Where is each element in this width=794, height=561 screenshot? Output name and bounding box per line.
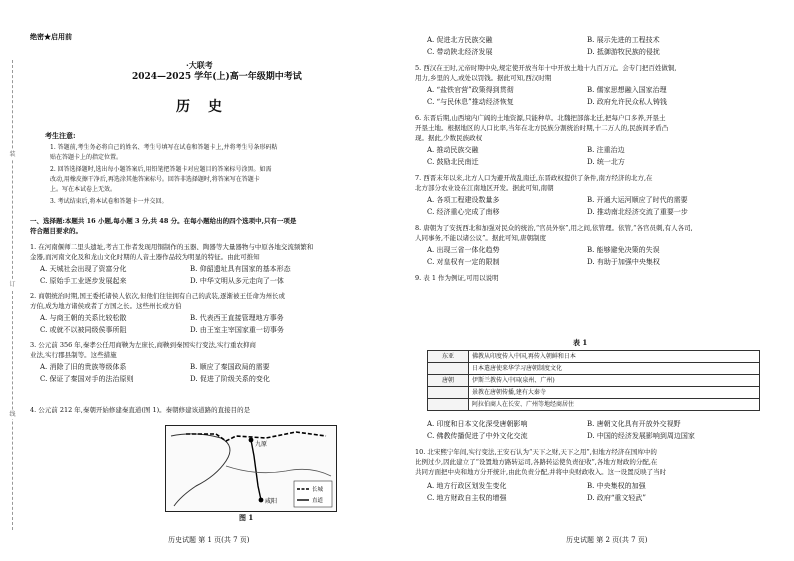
option: C. 带动陕北经济发展: [427, 48, 493, 56]
option: C. 佛教传播促进了中外文化交流: [427, 432, 528, 440]
option: B. 展示先进的工程技术: [587, 36, 660, 44]
option: C. “与民休息”推动经济恢复: [427, 98, 514, 106]
page-footer: 历史试题 第 1 页(共 7 页): [168, 536, 250, 544]
table-cell: 伊斯兰教传入中国(泉州、广州): [469, 375, 760, 387]
question-6: 6. 东晋后期,山西境内广阔的土地资源,只能种草。北魏把部落北迁,把每户口多养,开垦土: [415, 114, 666, 122]
option: B. 顺应了秦国政局的需要: [190, 363, 270, 371]
subject-title: 历史: [176, 99, 240, 115]
table-key: [428, 363, 469, 375]
table-row: [428, 351, 760, 363]
legend-wall-label: 长城: [312, 487, 324, 493]
binding-glyph: 装: [9, 151, 16, 158]
option: D. 政府允许民众私人铸钱: [587, 98, 667, 106]
section-heading: 符合题目要求的。: [30, 227, 82, 235]
table-key: 东亚: [428, 351, 469, 363]
option: D. 抵御游牧民族的侵扰: [587, 48, 660, 56]
notice-line: 贴在答题卡上的指定位置。: [50, 154, 123, 161]
secret-label: 绝密★启用前: [30, 32, 72, 41]
option: D. 推动南北经济交流了重要一步: [587, 208, 688, 216]
qin-straight-road-map: [165, 425, 337, 512]
question-8: 8. 唐朝为了安抚西北和加强对民众的统治,“官员外察”,用之间,依管理。依管,“各官员刺,有人各司,: [415, 224, 693, 232]
table-row: [428, 387, 760, 399]
notice-line: 改动,用橡皮擦干净后,再选涂其他答案标号。回答非选择题时,将答案写在答题卡: [50, 176, 260, 183]
table-cell: 景教在唐朝传播,建有大秦寺: [469, 387, 760, 399]
question-2: 2. 商朝统治时期,国王委托诸侯人依次,但他们往往拥有自己的武装,逐渐被王任命为州长或: [30, 292, 285, 300]
option: A. “盐铁官营”政策得到贯彻: [427, 86, 514, 94]
table-1: [427, 350, 760, 411]
notice-line: 2. 回答选择题时,选出每小题答案后,用铅笔把答题卡对应题目的答案标号涂黑。如需: [50, 166, 272, 173]
table-cell: 佛教从印度传入中国,再传入朝鲜和日本: [469, 351, 760, 363]
option: A. 促进北方民族交融: [427, 36, 493, 44]
question-3: 业法,实行郡县制等。这些措施: [30, 351, 117, 359]
table-caption: 表 1: [573, 338, 588, 347]
option: D. 由王室主宰国家重一切事务: [190, 326, 284, 334]
table-cell: 日本遣唐使来华学习唐朝制度文化: [469, 363, 760, 375]
option: B. 能够避免决策的失误: [587, 246, 660, 254]
option: A. 推动民族交融: [427, 146, 479, 154]
question-7: 北方部分农业设在江南地区开发。据此可知,南朝: [415, 184, 554, 192]
option: A. 地方行政区划发生变化: [427, 482, 507, 490]
question-5: 5. 西汉在王时,元帝时期中央,规定使开放当年十中开放土地十九百万元。会专门把百姓做铜,: [415, 64, 677, 72]
jiuyuan-marker: [249, 438, 254, 443]
option: A. 与商王朝的关系比较松散: [40, 314, 127, 322]
option: C. 对皇权有一定的限制: [427, 258, 500, 266]
question-8: 人同事务,不能以诸公议”。据此可知,唐朝制度: [415, 234, 546, 242]
option: B. 开通大运河顺应了时代的需要: [587, 196, 688, 204]
question-6: 开垦土地。根据地区的人口比率,当年在北方民族分割统治时期,十二万人的,民族间矛盾凸: [415, 124, 669, 132]
map-label-jiuyuan: 九原: [255, 441, 268, 448]
great-wall-line: [186, 432, 326, 441]
question-6: 现。据此,少数民族政权: [415, 134, 483, 142]
option: D. 促进了阶级关系的变化: [190, 375, 270, 383]
option: C. 经济重心完成了南移: [427, 208, 500, 216]
option: C. 或就不以被同级侯事所阻: [40, 326, 127, 334]
river-line: [226, 466, 331, 476]
notice-line: 上。写在本试卷上无效。: [50, 186, 117, 193]
option: B. 代表西王直接管理地方事务: [190, 314, 284, 322]
option: B. 注重治边: [587, 146, 625, 154]
option: A. 各项工程建设数量多: [427, 196, 500, 204]
notice-heading: 考生注意:: [45, 131, 76, 140]
page-footer: 历史试题 第 2 页(共 7 页): [566, 536, 648, 544]
option: C. 鼓励北民南迁: [427, 158, 479, 166]
question-2: 方伯,成为地方诸侯或者了方国之长。这些州长或方伯: [30, 302, 182, 310]
table-row: [428, 375, 760, 387]
binding-line: [12, 60, 14, 530]
question-5: 用力,乡里的人,或处以罚钱。据此可知,西汉时期: [415, 74, 552, 82]
table-key: 唐朝: [428, 375, 469, 387]
table-row: [428, 363, 760, 375]
map-drawing: [166, 426, 336, 511]
legend-road-label: 直道: [312, 498, 324, 504]
question-4: 4. 公元前 212 年,秦朝开始修建秦直道(图 1)。秦朝修建该道路的直接目的是: [30, 406, 251, 414]
question-7: 7. 西晋末年以来,北方人口为避开战乱南迁,东晋政权提供了条件,南方经济的北方,在: [415, 174, 653, 182]
xianyang-marker: [259, 498, 264, 503]
option: C. 原始手工业逐步发展起来: [40, 277, 127, 285]
option: D. 中国的经济发展影响到周边国家: [587, 432, 695, 440]
notice-line: 3. 考试结束后,将本试卷和答题卡一并交回。: [50, 198, 168, 205]
river-line: [171, 434, 230, 506]
binding-glyph: 订: [9, 281, 16, 288]
table-cell: 阿拉伯商人在长安、广州等地经商居住: [469, 399, 760, 411]
option: A. 天城社会出现了资富分化: [40, 265, 127, 273]
question-10: 共同方面把中央和地方分开统计,由此负责分配,并将中央财政收入。这一设置反映了当时: [415, 468, 667, 476]
option: A. 消除了旧的贵族等级体系: [40, 363, 127, 371]
table-row: [428, 399, 760, 411]
table-key: [428, 387, 469, 399]
question-3: 3. 公元前 356 年,秦孝公任用商鞅为左庶长,商鞅到秦国实行变法,实行重农抑商: [30, 341, 257, 349]
binding-glyph: 线: [9, 411, 16, 418]
table-key: [428, 399, 469, 411]
question-1: 1. 在河南偃师二里头遗址,考古工作者发现用铜制作的玉器、陶器等大量器物与中原各地交流频繁和: [30, 243, 314, 251]
option: B. 唐朝文化具有开放外交视野: [587, 420, 681, 428]
union-label: ·大联考: [186, 60, 213, 70]
option: C. 保证了秦国对手的法治原则: [40, 375, 134, 383]
option: A. 印度和日本文化深受唐朝影响: [427, 420, 528, 428]
exam-title: 2024—2025 学年(上)高一年级期中考试: [132, 72, 302, 82]
option: D. 中华文明从多元走向了一体: [190, 277, 284, 285]
option: B. 仰韶遗址具有国家的基本形态: [190, 265, 291, 273]
figure-caption: 图 1: [239, 513, 254, 522]
straight-road-line: [251, 440, 261, 500]
option: C. 地方财政自主权的增强: [427, 494, 507, 502]
option: D. 有助于加强中央集权: [587, 258, 660, 266]
option: B. 中央集权的加强: [587, 482, 646, 490]
question-1: 金器,而河南文化及和龙山文化时期的人音土器作品较为明显的特征。由此可推知: [30, 253, 260, 261]
option: A. 出现三省一体化趋势: [427, 246, 500, 254]
section-heading: 一、选择题:本题共 16 小题,每小题 3 分,共 48 分。在每小题给出的四个选项中,只有一项是: [30, 217, 297, 225]
option: D. 政府“重文轻武”: [587, 494, 646, 502]
question-10: 比例过少,因此建立了“设置地方路转运司,各路转运使负责征收”,各地方财政的分配,在: [415, 458, 658, 466]
question-10: 10. 北宋熙宁年间,实行变法,王安石认为“天下之财,天下之用”,但地方经济在国库中的: [415, 448, 657, 456]
map-label-xianyang: 咸阳: [265, 498, 278, 505]
notice-line: 1. 答题前,考生务必将自己的姓名、考生号填写在试卷和答题卡上,并将考生号条形码粘: [50, 144, 278, 151]
option: B. 儒家思想融入国家治理: [587, 86, 667, 94]
option: D. 统一北方: [587, 158, 625, 166]
question-9: 9. 表 1 作为例证,可用以说明: [415, 274, 499, 282]
